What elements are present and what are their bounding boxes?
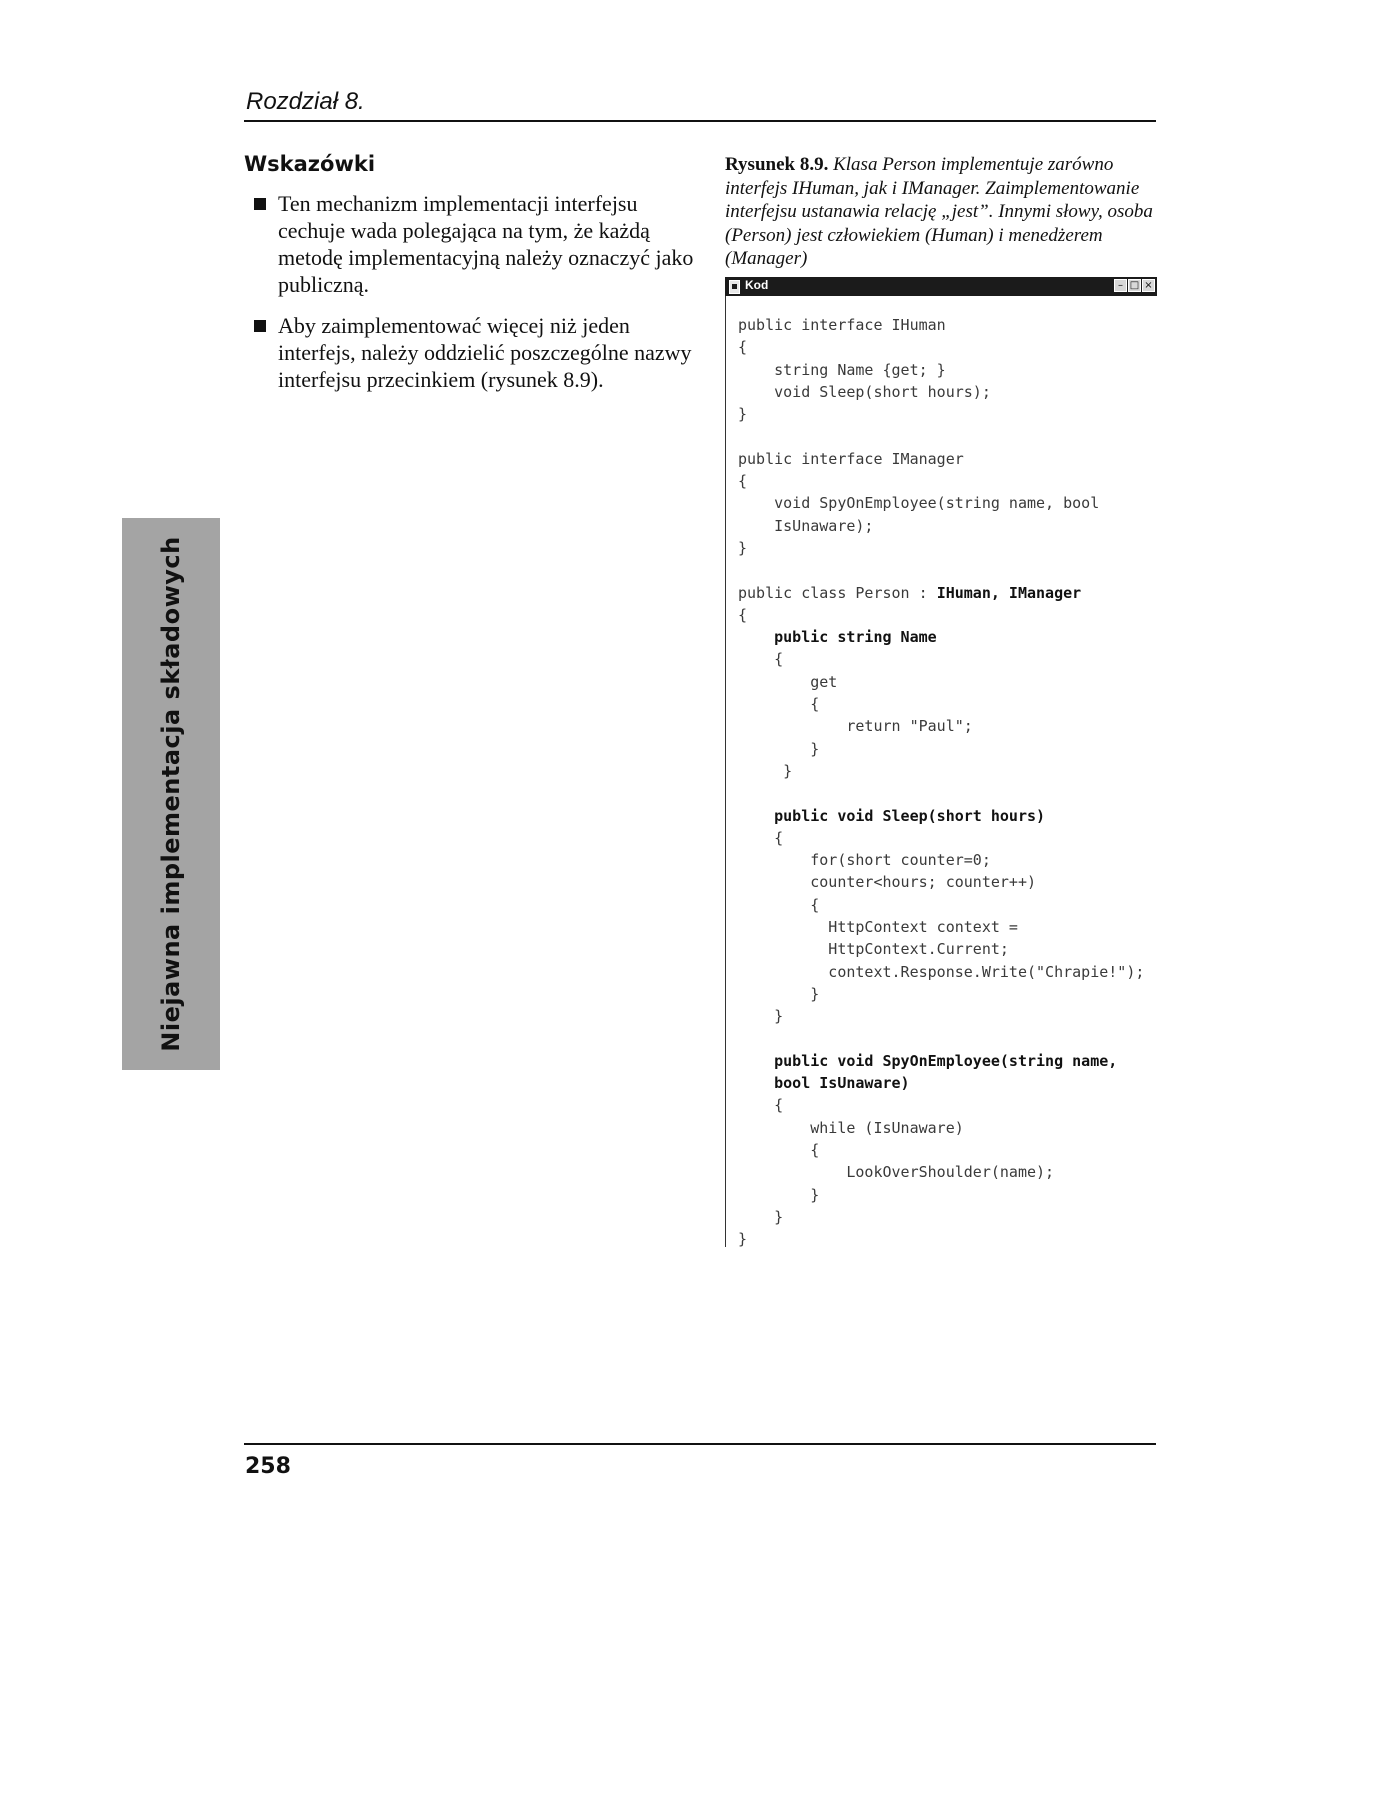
code-line <box>738 515 1144 537</box>
code-token: { <box>738 1140 820 1159</box>
code-line <box>738 448 1144 470</box>
code-line <box>738 1005 1144 1027</box>
code-line <box>738 1117 1144 1139</box>
code-line <box>738 871 1144 893</box>
code-line <box>738 1184 1144 1206</box>
tips-section <box>244 152 696 407</box>
code-line <box>738 537 1144 559</box>
code-line <box>738 849 1144 871</box>
code-token: } <box>738 761 793 780</box>
code-line <box>738 827 1144 849</box>
code-line <box>738 314 1144 336</box>
code-token: string Name {get; } <box>738 360 946 379</box>
code-listing <box>738 314 1144 1250</box>
code-token: void SpyOnEmployee(string name, bool <box>738 494 1100 513</box>
tip-text: Aby zaimplementować więcej niż jeden interfejs, należy oddzielić poszczególne nazwy interfejsu przecinkiem (rysunek 8.9). <box>278 313 692 392</box>
figure-caption-block <box>725 153 1157 271</box>
running-header <box>244 86 1156 122</box>
code-token <box>738 807 774 825</box>
code-token <box>738 1074 774 1092</box>
tip-item <box>244 190 696 298</box>
code-token: context.Response.Write("Chrapie!"); <box>738 962 1145 981</box>
code-token: get <box>738 672 838 691</box>
code-token-bold: IHuman, IManager <box>936 583 1082 602</box>
code-token: } <box>738 538 748 557</box>
code-line <box>738 1161 1144 1183</box>
side-tab <box>122 518 220 1070</box>
square-bullet-icon <box>254 320 266 332</box>
side-tab-text: Niejawna implementacja składowych <box>157 536 185 1052</box>
page-number: 258 <box>245 1454 291 1479</box>
code-window <box>725 277 1157 1247</box>
code-line <box>738 916 1144 938</box>
code-line <box>738 559 1144 581</box>
code-line <box>738 359 1144 381</box>
code-line <box>738 782 1144 804</box>
square-bullet-icon <box>254 198 266 210</box>
code-line <box>738 648 1144 670</box>
footer-rule <box>244 1443 1156 1445</box>
code-token: } <box>738 1207 784 1226</box>
window-title: Kod <box>745 278 769 292</box>
code-token: { <box>738 338 748 357</box>
window-titlebar[interactable] <box>725 277 1157 296</box>
code-token: } <box>738 1230 748 1249</box>
code-line <box>738 1072 1144 1094</box>
code-token: } <box>738 1185 820 1204</box>
figure-caption-text: Klasa Person implementuje zarówno interfejs IHuman, jak i IManager. Zaimplementowanie interfejsu ustanawia relację „jest”. Innymi słowy, osoba (Person) jest człowiekiem (Human) i menedżerem (Manager) <box>725 154 1153 269</box>
code-line <box>738 403 1144 425</box>
code-token-bold: public string Name <box>774 628 937 647</box>
code-token: } <box>738 405 748 424</box>
code-token-bold: bool IsUnaware) <box>774 1074 910 1093</box>
figure-caption <box>725 153 1157 271</box>
code-line <box>738 961 1144 983</box>
code-line <box>738 760 1144 782</box>
code-line <box>738 582 1144 604</box>
document-icon[interactable] <box>729 280 740 294</box>
code-token: } <box>738 984 820 1003</box>
code-line <box>738 381 1144 403</box>
chapter-title: Rozdział 8. <box>246 88 365 115</box>
code-token: { <box>738 472 748 491</box>
code-line <box>738 604 1144 626</box>
code-line <box>738 1028 1144 1050</box>
code-token <box>738 628 774 646</box>
close-icon[interactable]: × <box>1142 279 1155 292</box>
code-token: return "Paul"; <box>738 717 973 736</box>
code-line <box>738 671 1144 693</box>
code-token-bold: public void Sleep(short hours) <box>774 806 1046 825</box>
code-token-bold: public void SpyOnEmployee(string name, <box>774 1051 1118 1070</box>
code-token: { <box>738 1096 784 1115</box>
tip-text: Ten mechanizm implementacji interfejsu cechuje wada polegająca na tym, że każdą metodę implementacyjną należy oznaczyć jako publiczną. <box>278 191 694 297</box>
code-token: counter<hours; counter++) <box>738 873 1037 892</box>
figure-label: Rysunek 8.9. <box>725 154 829 175</box>
code-line <box>738 470 1144 492</box>
code-token <box>738 1052 774 1070</box>
code-pane[interactable] <box>725 296 1158 1247</box>
code-line <box>738 938 1144 960</box>
code-token: LookOverShoulder(name); <box>738 1163 1055 1182</box>
code-line <box>738 1228 1144 1250</box>
code-token: IsUnaware); <box>738 516 874 535</box>
code-line <box>738 738 1144 760</box>
code-line <box>738 336 1144 358</box>
code-token: while (IsUnaware) <box>738 1118 964 1137</box>
code-line <box>738 894 1144 916</box>
tips-list <box>244 190 696 393</box>
code-token: { <box>738 695 820 714</box>
window-controls <box>1114 279 1155 292</box>
code-line <box>738 693 1144 715</box>
code-token: public class Person : <box>738 583 937 602</box>
code-line <box>738 805 1144 827</box>
code-token: } <box>738 1007 784 1026</box>
code-line <box>738 425 1144 447</box>
code-token: public interface IManager <box>738 449 964 468</box>
code-line <box>738 492 1144 514</box>
code-token: HttpContext context = <box>738 918 1018 937</box>
code-token: public interface IHuman <box>738 316 946 334</box>
code-token: HttpContext.Current; <box>738 940 1009 959</box>
code-token: { <box>738 828 784 847</box>
code-line <box>738 983 1144 1005</box>
tips-heading: Wskazówki <box>244 152 376 176</box>
code-token: { <box>738 605 748 624</box>
code-token: { <box>738 895 820 914</box>
code-token: { <box>738 650 784 669</box>
code-token: } <box>738 739 820 758</box>
tip-item <box>244 312 696 393</box>
code-line <box>738 1139 1144 1161</box>
code-token: for(short counter=0; <box>738 851 991 870</box>
code-line <box>738 1206 1144 1228</box>
maximize-icon[interactable]: □ <box>1129 279 1140 291</box>
code-line <box>738 1094 1144 1116</box>
code-line <box>738 715 1144 737</box>
minimize-icon[interactable]: – <box>1114 279 1127 292</box>
code-token: void Sleep(short hours); <box>738 382 991 401</box>
code-line <box>738 626 1144 648</box>
code-line <box>738 1050 1144 1072</box>
